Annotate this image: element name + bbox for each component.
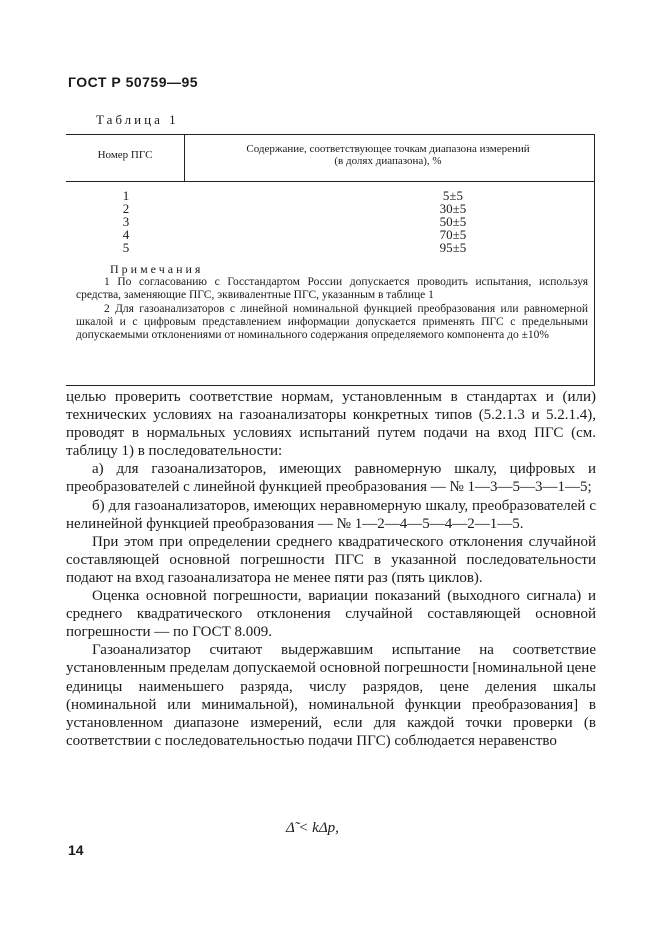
row-value: 70±5: [439, 227, 467, 242]
column-header-number: Номер ПГС: [97, 149, 153, 161]
table-body: [66, 189, 594, 254]
paragraph-2: а) для газоанализаторов, имеющих равномерную шкалу, цифровых и преобразователей с линейной функцией преобразования — № 1—3—5—3—1—5;: [66, 461, 596, 496]
table-caption: Таблица 1: [96, 112, 179, 127]
row-number: 3: [122, 214, 130, 229]
table-row: [66, 228, 594, 241]
column-header-content-line2: (в долях диапазона), %: [334, 155, 442, 167]
row-number: 5: [122, 240, 130, 255]
row-number: 2: [122, 201, 130, 216]
paragraph-4: При этом при определении среднего квадратического отклонения случайной составляющей основной погрешности ПГС в указанной последовательности подают на вход газоанализатора не менее пяти раз (пять циклов).: [66, 533, 596, 586]
paragraph-3: б) для газоанализаторов, имеющих неравномерную шкалу, преобразователей с нелинейной функцией преобразования — № 1—2—4—5—4—2—1—5.: [66, 497, 596, 532]
row-value: 30±5: [439, 201, 467, 216]
table-notes: [66, 263, 594, 342]
row-value: 5±5: [442, 188, 464, 203]
paragraph-1: целью проверить соответствие нормам, установленным в стандартах и (или) технических условиях на газоанализаторы конкретных типов (5.2.1.3 и 5.2.1.4), проводят в нормальных условиях испытаний путем подачи на вход ПГС (см. таблицу 1) в последовательности:: [66, 389, 596, 460]
row-value: 50±5: [439, 214, 467, 229]
table-row: [66, 215, 594, 228]
table-header: [66, 135, 594, 182]
paragraph-5: Оценка основной погрешности, вариации показаний (выходного сигнала) и среднего квадратического отклонения случайной составляющей основной погрешности — по ГОСТ 8.009.: [66, 588, 596, 641]
inequality-formula: Δ̃ < kΔp,: [286, 820, 339, 836]
column-header-content: [190, 143, 586, 167]
paragraph-6: Газоанализатор считают выдержавшим испытание на соответствие установленным пределам допускаемой основной погрешности [номинальной цене единицы наименьшего разряда, числу разрядов, цене деления шкалы (номинальной или минимальной), номинальной функции преобразования] в установленном диапазоне измерений, если для каждой точки проверки (в соответствии с последовательностью подачи ПГС) соблюдается неравенство: [66, 642, 596, 749]
table-row: [66, 202, 594, 215]
column-separator: [184, 135, 185, 181]
body-text: [66, 388, 596, 750]
document-header: ГОСТ Р 50759—95: [68, 74, 199, 90]
note-1: 1 По согласованию с Госстандартом России допускается проводить испытания, используя средства, заменяющие ПГС, эквивалентные ПГС, указанным в таблице 1: [76, 276, 588, 302]
notes-title: Примечания: [110, 262, 204, 276]
row-number: 1: [122, 188, 130, 203]
table-1: [66, 134, 595, 386]
page-number: 14: [68, 842, 84, 858]
row-value: 95±5: [439, 240, 467, 255]
note-2: 2 Для газоанализаторов с линейной номинальной функцией преобразования или равномерной шкалой и с цифровым представлением информации допускается применять ПГС с предельными допускаемыми отклонениями от номинального содержания определяемого компонента до ±10%: [76, 302, 588, 342]
column-header-content-line1: Содержание, соответствующее точкам диапазона измерений: [246, 143, 530, 155]
table-row: [66, 241, 594, 254]
table-row: [66, 189, 594, 202]
row-number: 4: [122, 227, 130, 242]
